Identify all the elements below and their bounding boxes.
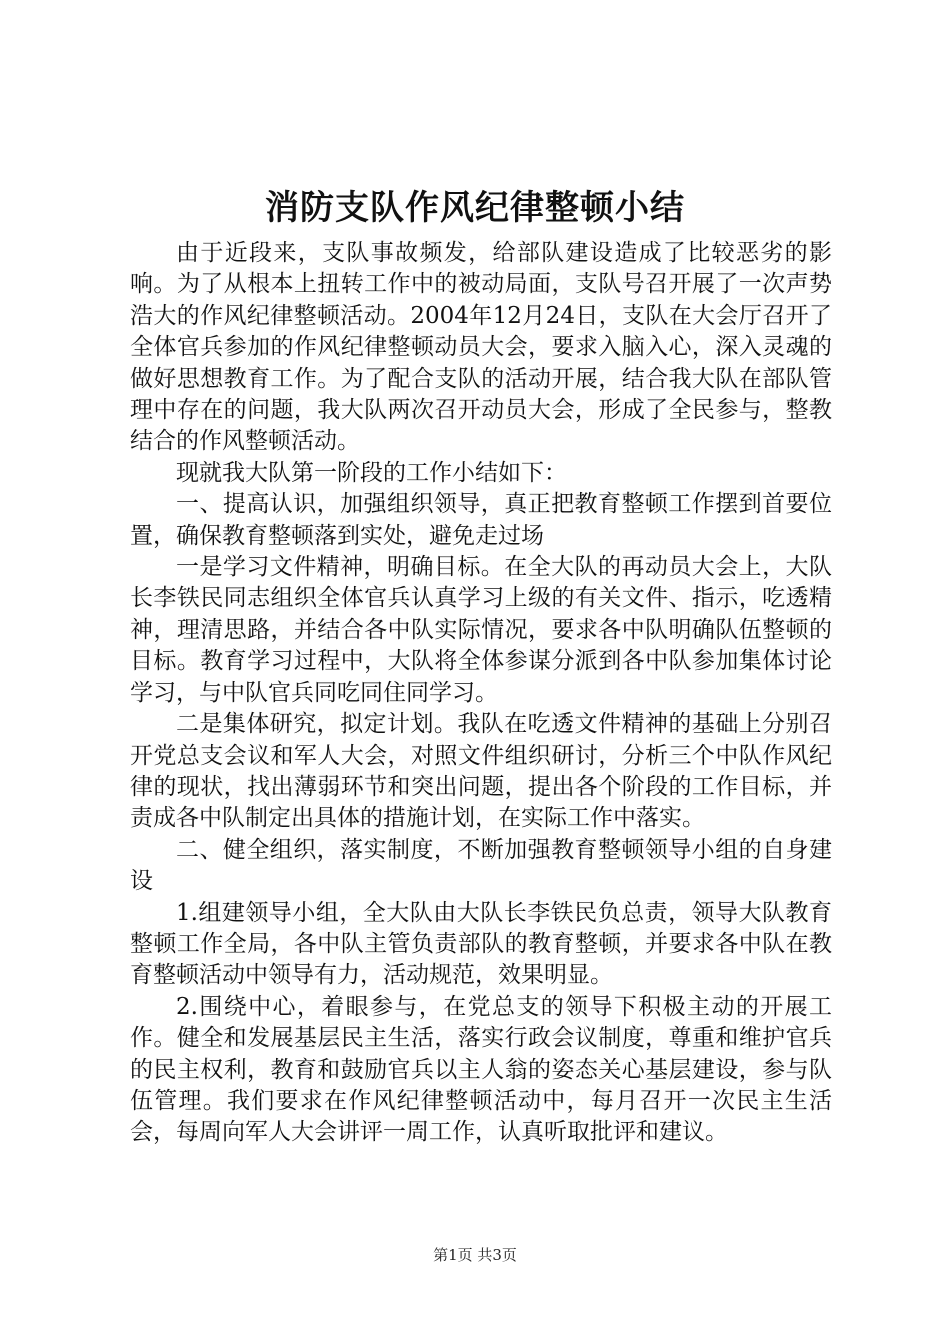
paragraph-summary-lead: 现就我大队第一阶段的工作小结如下： (176, 459, 567, 486)
page-footer: 第1页 共3页 (433, 1246, 517, 1264)
section-heading-2: 二、健全组织，落实制度，不断加强教育整顿领导小组的自身建设 (130, 836, 832, 895)
paragraph-leading-group: 1.组建领导小组，全大队由大队长李铁民负总责，领导大队教育整顿工作全局，各中队主管负责部队的教育整顿，并要求各中队在教育整顿活动中领导有力，活动规范，效果明显。 (130, 899, 832, 989)
document-body (130, 238, 832, 1149)
document-title: 消防支队作风纪律整顿小结 (265, 188, 685, 228)
paragraph-collective-research: 二是集体研究，拟定计划。我队在吃透文件精神的基础上分别召开党总支会议和军人大会，对照文件组织研讨，分析三个中队作风纪律的现状，找出薄弱环节和突出问题，提出各个阶段的工作目标，并责成各中队制定出具体的措施计划，在实际工作中落实。 (130, 711, 832, 832)
paragraph-participation: 2.围绕中心，着眼参与，在党总支的领导下积极主动的开展工作。健全和发展基层民主生活，落实行政会议制度，尊重和维护官兵的民主权利，教育和鼓励官兵以主人翁的姿态关心基层建设，参与队伍管理。我们要求在作风纪律整顿活动中，每月召开一次民主生活会，每周向军人大会讲评一周工作，认真听取批评和建议。 (130, 993, 832, 1146)
section-heading-1: 一、提高认识，加强组织领导，真正把教育整顿工作摆到首要位置，确保教育整顿落到实处，避免走过场 (130, 491, 832, 549)
paragraph-intro: 由于近段来，支队事故频发，给部队建设造成了比较恶劣的影响。为了从根本上扭转工作中的被动局面，支队号召开展了一次声势浩大的作风纪律整顿活动。2004年12月24日，支队在大会厅召开了全体官兵参加的作风纪律整顿动员大会，要求入脑入心，深入灵魂的做好思想教育工作。为了配合支队的活动开展，结合我大队在部队管理中存在的问题，我大队两次召开动员大会，形成了全民参与，整教结合的作风整顿活动。 (130, 240, 832, 455)
paragraph-study-documents: 一是学习文件精神，明确目标。在全大队的再动员大会上，大队长李铁民同志组织全体官兵认真学习上级的有关文件、指示，吃透精神，理清思路，并结合各中队实际情况，要求各中队明确队伍整顿的目标。教育学习过程中，大队将全体参谋分派到各中队参加集体讨论学习，与中队官兵同吃同住同学习。 (130, 554, 832, 706)
